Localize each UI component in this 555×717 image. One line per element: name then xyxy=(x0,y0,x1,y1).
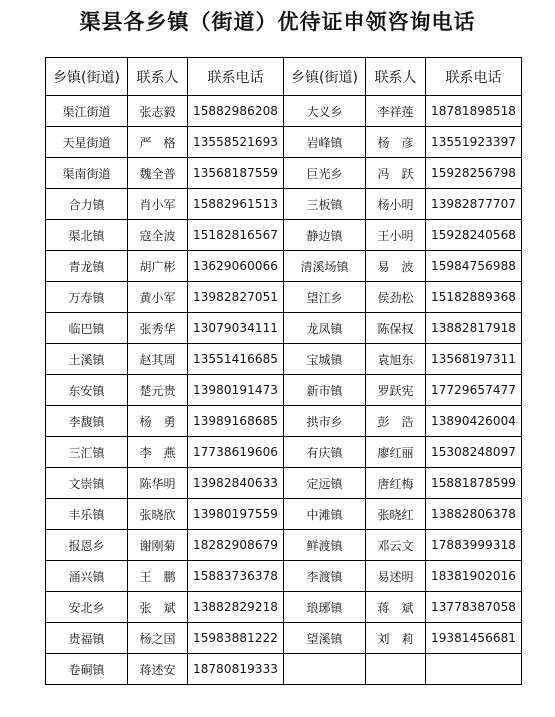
phone-cell: 13890426004 xyxy=(426,406,522,437)
town-cell: 安北乡 xyxy=(46,592,128,623)
town-cell: 三汇镇 xyxy=(46,437,128,468)
phone-cell: 15928256798 xyxy=(426,158,522,189)
contact-cell: 杨 勇 xyxy=(128,406,188,437)
table-row xyxy=(46,127,522,158)
phone-cell: 13980191473 xyxy=(188,375,284,406)
phone-cell: 18381902016 xyxy=(426,561,522,592)
town-cell: 天星街道 xyxy=(46,127,128,158)
phone-cell: 17738619606 xyxy=(188,437,284,468)
phone-cell: 13882806378 xyxy=(426,499,522,530)
phone-cell: 13982840633 xyxy=(188,468,284,499)
contact-cell: 严 格 xyxy=(128,127,188,158)
town-cell: 巨光乡 xyxy=(284,158,366,189)
town-cell: 琅琊镇 xyxy=(284,592,366,623)
contact-cell: 王 鹏 xyxy=(128,561,188,592)
phone-cell: 15182816567 xyxy=(188,220,284,251)
phone-cell: 15882986208 xyxy=(188,96,284,127)
contact-cell: 杨小明 xyxy=(366,189,426,220)
table-row xyxy=(46,468,522,499)
contact-cell: 侯劲松 xyxy=(366,282,426,313)
header-phone: 联系电话 xyxy=(426,58,522,96)
town-cell: 报恩乡 xyxy=(46,530,128,561)
phone-cell: 17883999318 xyxy=(426,530,522,561)
table-row xyxy=(46,220,522,251)
phone-cell: 15883736378 xyxy=(188,561,284,592)
contact-cell: 杨 彦 xyxy=(366,127,426,158)
town-cell: 土溪镇 xyxy=(46,344,128,375)
contact-cell: 黄小军 xyxy=(128,282,188,313)
phone-cell: 13882829218 xyxy=(188,592,284,623)
phone-cell: 13551416685 xyxy=(188,344,284,375)
phone-cell: 15881878599 xyxy=(426,468,522,499)
phone-cell: 13629060066 xyxy=(188,251,284,282)
header-contact: 联系人 xyxy=(128,58,188,96)
town-cell xyxy=(284,654,366,685)
contact-cell: 袁旭东 xyxy=(366,344,426,375)
header-contact: 联系人 xyxy=(366,58,426,96)
contact-cell: 易述明 xyxy=(366,561,426,592)
contact-cell: 李祥莲 xyxy=(366,96,426,127)
phone-cell xyxy=(426,654,522,685)
contact-cell: 蒋述安 xyxy=(128,654,188,685)
contact-cell: 唐红梅 xyxy=(366,468,426,499)
town-cell: 清溪场镇 xyxy=(284,251,366,282)
contact-cell: 张晓欣 xyxy=(128,499,188,530)
town-cell: 临巴镇 xyxy=(46,313,128,344)
town-cell: 李渡镇 xyxy=(284,561,366,592)
contact-cell: 寇全波 xyxy=(128,220,188,251)
town-cell: 渠北镇 xyxy=(46,220,128,251)
phone-cell: 15983881222 xyxy=(188,623,284,654)
table-row xyxy=(46,561,522,592)
contact-table xyxy=(45,57,522,685)
phone-cell: 13982827051 xyxy=(188,282,284,313)
town-cell: 李馥镇 xyxy=(46,406,128,437)
phone-cell: 13989168685 xyxy=(188,406,284,437)
table-row xyxy=(46,375,522,406)
table-row xyxy=(46,313,522,344)
town-cell: 定远镇 xyxy=(284,468,366,499)
contact-cell: 彭 浩 xyxy=(366,406,426,437)
town-cell: 静边镇 xyxy=(284,220,366,251)
contact-cell: 李 燕 xyxy=(128,437,188,468)
table-row xyxy=(46,654,522,685)
phone-cell: 13980197559 xyxy=(188,499,284,530)
header-town: 乡镇(街道) xyxy=(46,58,128,96)
contact-cell: 杨之国 xyxy=(128,623,188,654)
contact-cell: 赵其周 xyxy=(128,344,188,375)
table-row xyxy=(46,96,522,127)
phone-cell: 17729657477 xyxy=(426,375,522,406)
phone-cell: 15308248097 xyxy=(426,437,522,468)
town-cell: 宝城镇 xyxy=(284,344,366,375)
town-cell: 文崇镇 xyxy=(46,468,128,499)
phone-cell: 13982877707 xyxy=(426,189,522,220)
town-cell: 中滩镇 xyxy=(284,499,366,530)
phone-cell: 15928240568 xyxy=(426,220,522,251)
contact-cell: 张秀华 xyxy=(128,313,188,344)
header-phone: 联系电话 xyxy=(188,58,284,96)
town-cell: 大义乡 xyxy=(284,96,366,127)
town-cell: 望溪镇 xyxy=(284,623,366,654)
contact-cell: 刘 莉 xyxy=(366,623,426,654)
table-row xyxy=(46,344,522,375)
table-row xyxy=(46,158,522,189)
contact-cell: 肖小军 xyxy=(128,189,188,220)
phone-cell: 13568187559 xyxy=(188,158,284,189)
town-cell: 丰乐镇 xyxy=(46,499,128,530)
town-cell: 拱市乡 xyxy=(284,406,366,437)
town-cell: 鲜渡镇 xyxy=(284,530,366,561)
table-row xyxy=(46,251,522,282)
town-cell: 有庆镇 xyxy=(284,437,366,468)
contact-cell: 陈保权 xyxy=(366,313,426,344)
phone-cell: 18781898518 xyxy=(426,96,522,127)
town-cell: 新市镇 xyxy=(284,375,366,406)
phone-cell: 13882817918 xyxy=(426,313,522,344)
town-cell: 涌兴镇 xyxy=(46,561,128,592)
contact-cell: 易 波 xyxy=(366,251,426,282)
contact-cell: 魏全普 xyxy=(128,158,188,189)
phone-cell: 13558521693 xyxy=(188,127,284,158)
contact-cell: 冯 跃 xyxy=(366,158,426,189)
table-row xyxy=(46,530,522,561)
table-header-row xyxy=(46,58,522,96)
town-cell: 合力镇 xyxy=(46,189,128,220)
town-cell: 望江乡 xyxy=(284,282,366,313)
contact-cell: 王小明 xyxy=(366,220,426,251)
table-row xyxy=(46,406,522,437)
town-cell: 龙凤镇 xyxy=(284,313,366,344)
town-cell: 渠南街道 xyxy=(46,158,128,189)
town-cell: 万寿镇 xyxy=(46,282,128,313)
phone-cell: 13551923397 xyxy=(426,127,522,158)
contact-cell: 楚元贵 xyxy=(128,375,188,406)
phone-cell: 15984756988 xyxy=(426,251,522,282)
contact-cell: 张 斌 xyxy=(128,592,188,623)
table-row xyxy=(46,189,522,220)
contact-cell: 陈华明 xyxy=(128,468,188,499)
contact-cell xyxy=(366,654,426,685)
header-town: 乡镇(街道) xyxy=(284,58,366,96)
contact-cell: 张晓红 xyxy=(366,499,426,530)
page-title: 渠县各乡镇（街道）优待证申领咨询电话 xyxy=(79,10,476,34)
contact-cell: 胡广彬 xyxy=(128,251,188,282)
town-cell: 东安镇 xyxy=(46,375,128,406)
phone-cell: 18282908679 xyxy=(188,530,284,561)
contact-cell: 罗跃宪 xyxy=(366,375,426,406)
phone-cell: 13778387058 xyxy=(426,592,522,623)
contact-cell: 张志毅 xyxy=(128,96,188,127)
table-row xyxy=(46,437,522,468)
town-cell: 青龙镇 xyxy=(46,251,128,282)
contact-cell: 蒋 斌 xyxy=(366,592,426,623)
contact-cell: 廖红丽 xyxy=(366,437,426,468)
town-cell: 渠江街道 xyxy=(46,96,128,127)
phone-cell: 13079034111 xyxy=(188,313,284,344)
phone-cell: 19381456681 xyxy=(426,623,522,654)
town-cell: 三板镇 xyxy=(284,189,366,220)
contact-cell: 邓云文 xyxy=(366,530,426,561)
town-cell: 贵福镇 xyxy=(46,623,128,654)
table-row xyxy=(46,499,522,530)
town-cell: 岩峰镇 xyxy=(284,127,366,158)
table-row xyxy=(46,282,522,313)
phone-cell: 15882961513 xyxy=(188,189,284,220)
table-row xyxy=(46,592,522,623)
table-row xyxy=(46,623,522,654)
town-cell: 卷硐镇 xyxy=(46,654,128,685)
contact-cell: 谢刚菊 xyxy=(128,530,188,561)
phone-cell: 18780819333 xyxy=(188,654,284,685)
phone-cell: 15182889368 xyxy=(426,282,522,313)
phone-cell: 13568197311 xyxy=(426,344,522,375)
